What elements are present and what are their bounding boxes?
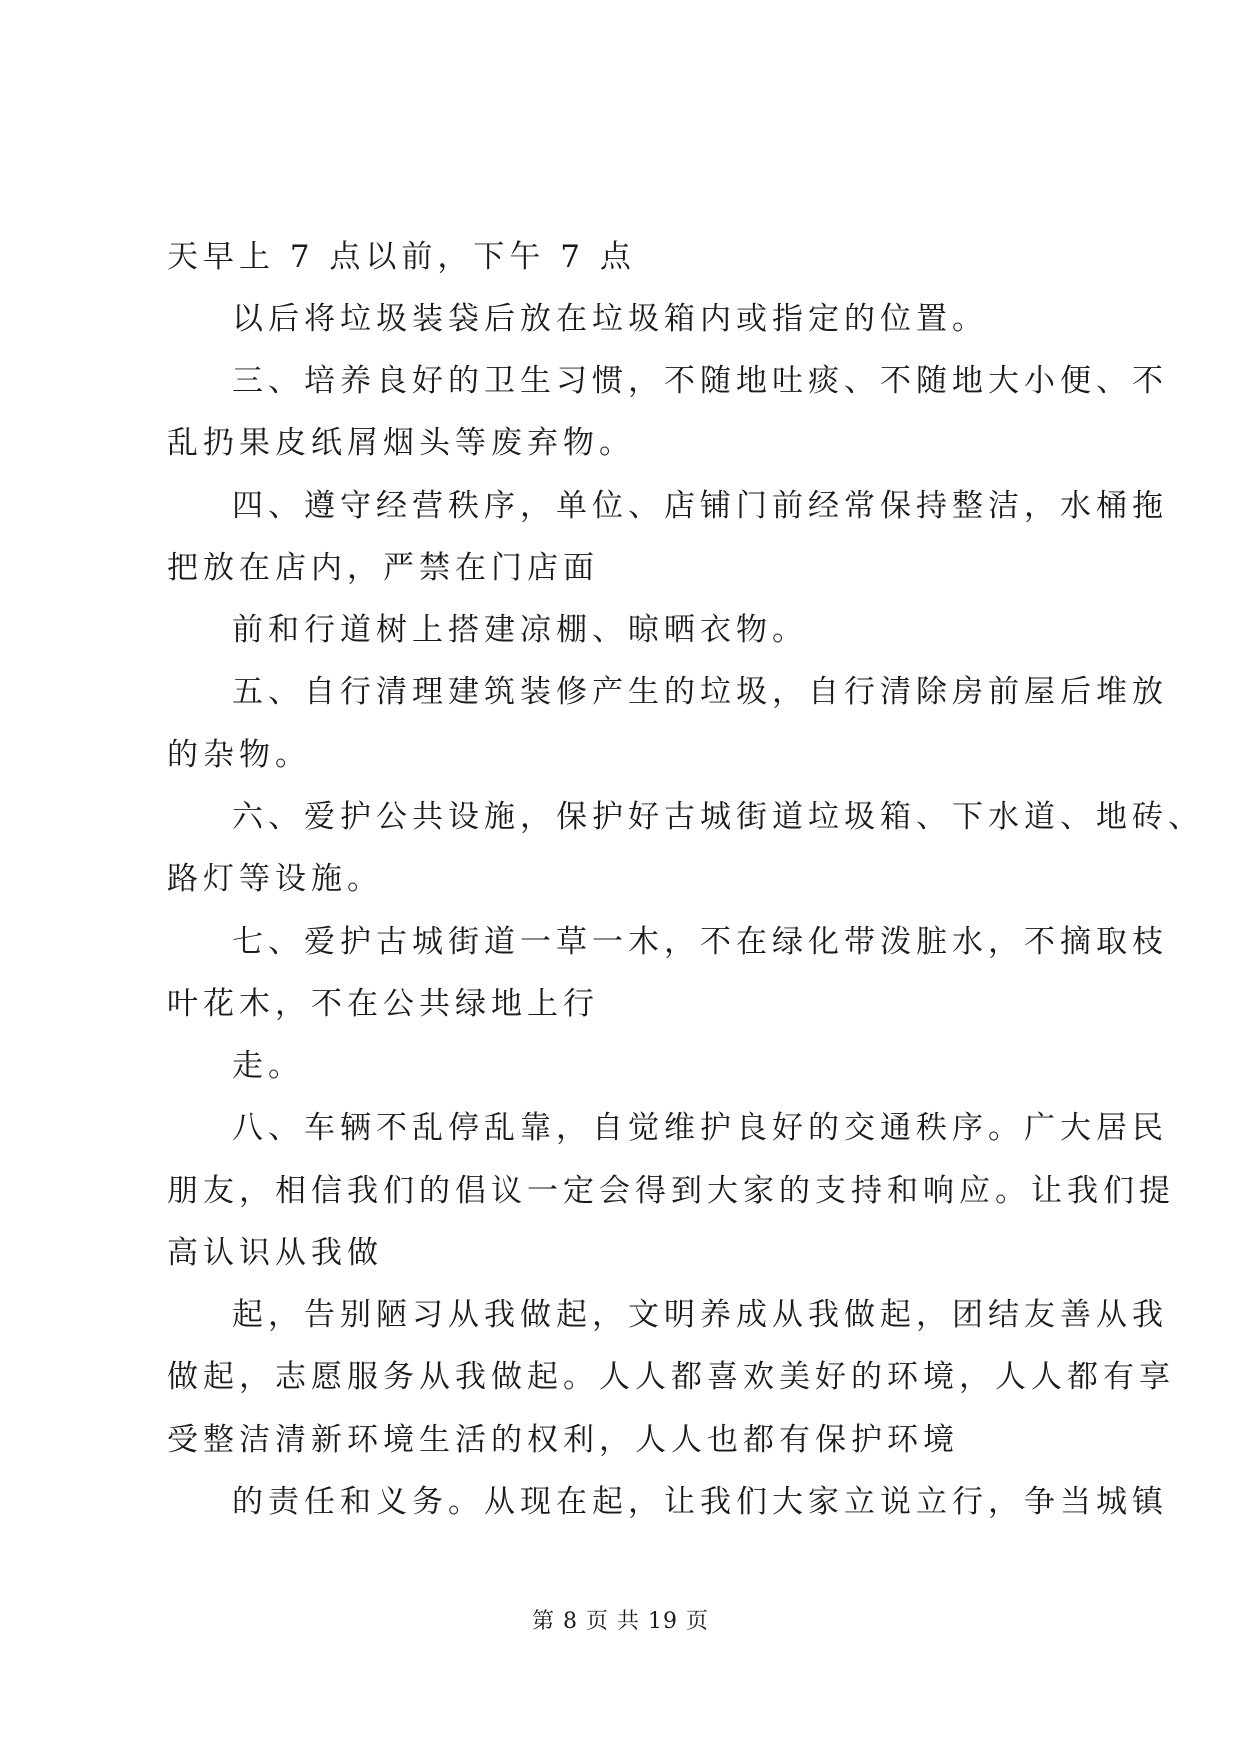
- text-line-9: 的杂物。: [167, 737, 311, 773]
- text-line-18: 起，告别陋习从我做起，文明养成从我做起，团结友善从我: [232, 1297, 1168, 1333]
- text-line-3: 三、培养良好的卫生习惯，不随地吐痰、不随地大小便、不: [232, 363, 1168, 399]
- text-line-17: 高认识从我做: [167, 1235, 383, 1271]
- text-line-13: 叶花木，不在公共绿地上行: [167, 986, 599, 1022]
- text-line-5: 四、遵守经营秩序，单位、店铺门前经常保持整洁，水桶拖: [232, 488, 1168, 524]
- text-line-1: 天早上 7 点以前，下午 7 点: [167, 239, 636, 275]
- text-line-15: 八、车辆不乱停乱靠，自觉维护良好的交通秩序。广大居民: [232, 1110, 1168, 1146]
- text-line-16: 朋友，相信我们的倡议一定会得到大家的支持和响应。让我们提: [167, 1173, 1175, 1209]
- text-line-14: 走。: [232, 1048, 304, 1084]
- text-line-11: 路灯等设施。: [167, 861, 383, 897]
- text-line-7: 前和行道树上搭建凉棚、晾晒衣物。: [232, 612, 808, 648]
- page-number-footer: 第 8 页 共 19 页: [532, 1609, 709, 1634]
- text-line-2: 以后将垃圾装袋后放在垃圾箱内或指定的位置。: [232, 301, 988, 337]
- text-line-12: 七、爱护古城街道一草一木，不在绿化带泼脏水，不摘取枝: [232, 924, 1168, 960]
- text-line-4: 乱扔果皮纸屑烟头等废弃物。: [167, 425, 635, 461]
- text-line-10: 六、爱护公共设施，保护好古城街道垃圾箱、下水道、地砖、: [232, 799, 1204, 835]
- text-line-20: 受整洁清新环境生活的权利，人人也都有保护环境: [167, 1422, 959, 1458]
- text-line-21: 的责任和义务。从现在起，让我们大家立说立行，争当城镇: [232, 1484, 1168, 1520]
- text-line-8: 五、自行清理建筑装修产生的垃圾，自行清除房前屋后堆放: [232, 674, 1168, 710]
- text-line-6: 把放在店内，严禁在门店面: [167, 550, 599, 586]
- text-line-19: 做起，志愿服务从我做起。人人都喜欢美好的环境，人人都有享: [167, 1359, 1175, 1395]
